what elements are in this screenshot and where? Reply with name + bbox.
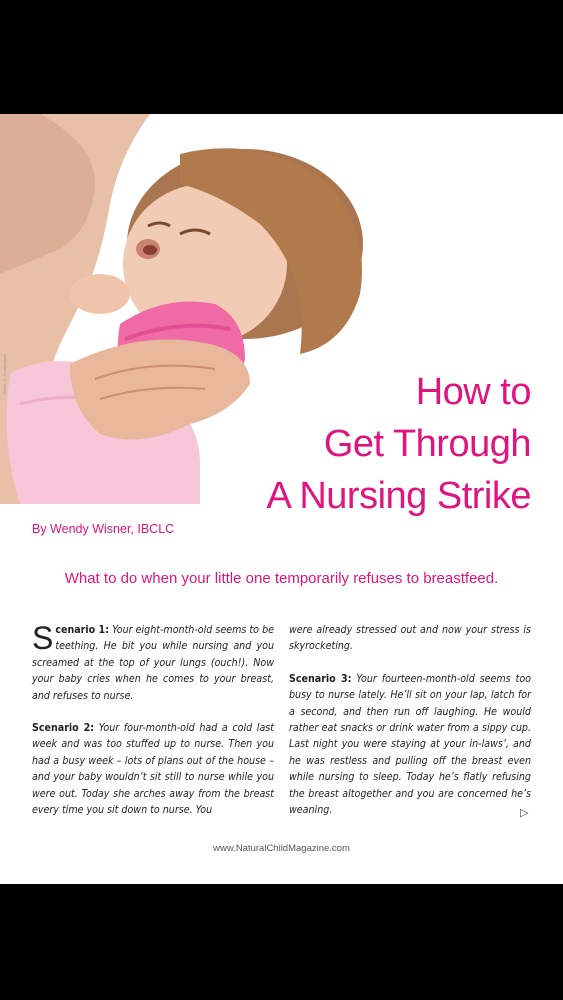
- scenario-text: Your four-month-old had a cold last week and was too stuffed up to nurse. Then you had a busy week – lots of plans out of the house – and your baby wouldn’t sit still to nurse while you were out. Today she arches away from the breast every time you sit down to nurse. You: [32, 722, 274, 817]
- continued-paragraph: [289, 622, 531, 655]
- photo-credit: Photo © Shutterstock: [2, 354, 7, 394]
- article-title: [267, 366, 531, 522]
- scenario-label: Scenario 3:: [289, 672, 352, 685]
- scenario-2-paragraph: [32, 720, 274, 818]
- title-line: Get Through: [323, 423, 531, 465]
- play-arrow-icon[interactable]: ▷: [520, 807, 529, 819]
- scenario-label: cenario 1:: [55, 624, 110, 636]
- footer-url: www.NaturalChildMagazine.com: [213, 843, 350, 854]
- byline: By Wendy Wisner, IBCLC: [32, 522, 175, 536]
- body-column-right: [289, 622, 531, 834]
- scenario-label: Scenario 2:: [32, 722, 95, 735]
- title-line: How to: [415, 371, 531, 413]
- title-line: A Nursing Strike: [266, 475, 531, 517]
- scenario-text: Your fourteen-month-old seems too busy to nurse lately. He’ll sit on your lap, latch for a second, and then run off laughing. He would rather eat snacks or drink water from a sippy cup. Last night you were staying at your in-laws’, and he was restless and pulling off the breast even while nursing to sleep. Today he’s flatly refusing the breast altogether and you are concerned he’s weaning.: [289, 672, 531, 817]
- scenario-text: Your eight-month-old seems to be teething. He bit you while nursing and you screamed at the top of your lungs (ouch!). Now your baby cries when he comes to your breast, and refuses to nurse.: [32, 624, 274, 702]
- scenario-1-paragraph: [32, 622, 274, 704]
- scenario-text: were already stressed out and now your stress is skyrocketing.: [289, 624, 531, 653]
- body-column-left: [32, 622, 274, 834]
- magazine-page: [0, 114, 563, 884]
- drop-cap: S: [32, 620, 54, 656]
- subtitle: What to do when your little one temporarily refuses to breastfeed.: [64, 570, 499, 587]
- scenario-3-paragraph: [289, 671, 531, 819]
